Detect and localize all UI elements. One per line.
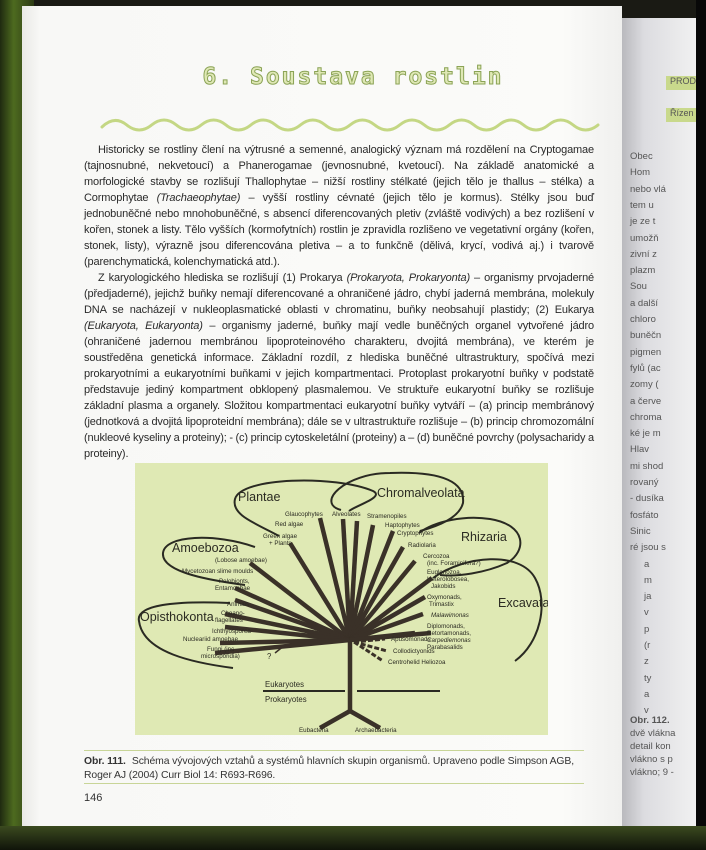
taxon-label: Heterolobosea, (427, 576, 469, 583)
right-page-text-line: fylů (ac (630, 362, 661, 374)
taxon-label: Glaucophytes (285, 511, 323, 518)
right-page-text-line: zomy ( (630, 379, 659, 391)
right-page-text-line: Hlav (630, 444, 650, 456)
taxon-label: Entamoebae (215, 585, 251, 592)
right-page-text-line: je ze t (630, 216, 656, 228)
taxon-label: + Plants (269, 540, 292, 547)
taxon-label: Oxymonads, (427, 594, 462, 601)
phylogeny-figure (135, 463, 548, 735)
taxon-label: Animals (227, 601, 250, 608)
paragraph (84, 270, 594, 462)
book-bottom-edge (0, 826, 706, 850)
right-page-text-line: chroma (630, 411, 662, 423)
background-edge (696, 0, 706, 850)
right-page-text-line: fosfáto (630, 509, 659, 521)
figure-caption (84, 755, 584, 783)
taxon-label: Haptophytes (385, 522, 420, 529)
italic-term: (Trachaeophytae) (156, 192, 241, 204)
taxon-label: Ichthyosporea (212, 628, 251, 635)
taxon-label: Parabasalids (427, 644, 463, 651)
page-number: 146 (84, 792, 103, 804)
figure-caption-text: Schéma vývojových vztahů a systémů hlavních skupin organismů. Upraveno podle Simpson AGB, Roger AJ (2004) Curr Biol 14: R693-R696. (84, 756, 575, 781)
right-page-text-line: rovaný (630, 477, 659, 488)
taxon-label: Red algae (275, 521, 304, 528)
right-page-text-line: Hom (630, 167, 651, 179)
chapter-title: 6. Soustava rostlin (202, 64, 504, 90)
right-page-text-line: - dusíka (630, 493, 664, 505)
taxon-label: Diplomonads, (427, 623, 465, 630)
taxon-label: Cercozoa (423, 553, 450, 560)
book-page-right (622, 18, 696, 834)
right-page-text-line: buněčn (630, 330, 662, 342)
right-page-text-line: v (644, 705, 649, 717)
right-page-caption-line: dvě vlákna (630, 728, 676, 739)
right-page-text-line: pigmen (630, 346, 662, 358)
taxon-label: Nucleariid amoebae (183, 636, 239, 643)
right-page-text-line: Sinic (630, 525, 651, 537)
right-page-caption-line: Obr. 112. (630, 715, 670, 726)
right-page-text-line: ty (644, 672, 652, 684)
tree-trunk (320, 711, 350, 728)
right-page-text-line: (r (644, 640, 651, 651)
eubacteria-label: Eubacteria (299, 727, 329, 734)
right-page-text-line: a červe (630, 395, 662, 407)
right-page-heading-band: PROD (666, 76, 696, 90)
right-page-text-line: umožň (630, 232, 659, 244)
right-page-text-line: Obec (630, 151, 653, 162)
right-page-caption-line: detail kon (630, 741, 671, 752)
taxon-label: Euglenozoa, (427, 569, 462, 576)
right-page-heading-band: Řízen (666, 108, 696, 122)
right-page-text-line: a (644, 688, 650, 700)
taxon-label: Malawimonas (431, 612, 469, 619)
taxon-label: Retortamonads, (427, 630, 472, 637)
right-page-text-line: a (644, 558, 650, 570)
right-page-text-line: z (644, 656, 649, 668)
right-page-text-line: p (644, 623, 650, 635)
right-page-caption-line: vlákno; 9 - (630, 767, 674, 778)
right-page-text-line: zivní z (630, 248, 657, 260)
right-page-text-line: mi shod (630, 460, 664, 472)
figure-caption-label: Obr. 111. (84, 756, 126, 767)
right-page-text-line: ré jsou s (630, 542, 666, 554)
decorative-wave-divider (100, 113, 600, 137)
right-page-text-line: nebo vlá (630, 183, 666, 195)
phylogeny-tree-diagram (135, 463, 548, 735)
group-label-rhizaria: Rhizaria (461, 530, 507, 544)
right-page-text-line: v (644, 607, 649, 619)
text-run: Z karyologického hlediska se rozlišují (1) Prokarya (98, 272, 347, 284)
right-page-text-line: a další (630, 297, 658, 309)
taxon-label: Jakobids (431, 583, 456, 590)
right-page-text-line: ja (644, 591, 652, 603)
taxon-label: Cryptophytes (397, 530, 434, 537)
taxon-label: Choano- (221, 610, 245, 617)
group-label-plantae: Plantae (238, 490, 281, 504)
caption-rule-bottom (84, 783, 584, 784)
body-text (84, 142, 594, 462)
prokaryotes-label: Prokaryotes (265, 695, 307, 704)
taxon-label: Collodictyonids (393, 648, 435, 655)
taxon-label: Mycetozoan slime moulds (182, 568, 254, 575)
tree-branch-uncertain (354, 642, 387, 651)
taxon-label: flagellates (215, 617, 243, 624)
group-label-opisthokonta: Opisthokonta (140, 610, 214, 624)
taxon-label: (Lobose amoebae) (215, 557, 267, 564)
right-page-text-line: tem u (630, 199, 654, 211)
right-page-caption-line: vlákno s p (630, 754, 673, 765)
uncertain-root-mark: ? (267, 652, 272, 661)
eukaryotes-label: Eukaryotes (265, 680, 305, 689)
taxon-label: Apusomonads (391, 636, 431, 643)
italic-term: (Prokaryota, Prokaryonta) (346, 272, 470, 284)
right-page-text-line: m (644, 574, 652, 586)
taxon-label: Fungi (inc (207, 646, 235, 653)
text-run: – organismy prvojaderné (předjaderné), jejichž buňky nemají diferencované a ohraničené jádro, chybí jaderná membrána, molekuly DNA se nacházejí v nukleoplasmatické oblasti v chromatinu, buňky neobsahují plastidy; (2) Eukarya (84, 272, 595, 316)
taxon-label: Pelobionts, (219, 578, 250, 585)
text-run: – vyšší rostliny cévnaté (jejich tělo je kormus). Stélky jsou buď jednobuněčné nebo mnohobuněčné, s absencí diferencovaných pletiv (zvláště vodivých) a bez rozlišení v kořen, stonek a listy. Tělo vyšších (kormofytních) rostlin je zpravidla rozlišeno ve vegetativní orgány (kořen, stonek, listy), výrazně jsou diferencována pletiva – a to funkčně (dělivá, krycí, vodivá aj.) i tvarově (parenchymatická, kolenchymatická atd.). (84, 192, 594, 268)
text-run: Historicky se rostliny člení na výtrusné a semenné, analogický význam má rozdělení na Cryptogamae (tajnosnubné, nekvetoucí) a Phanerogamae (jevnosnubné, kvetoucí). Na základě anatomické a morfologické stavby se rozlišují Thallophytae – nižší rostliny stélkaté (jejich tělo je thallus – stélka) a Cormophytae (84, 144, 594, 204)
archaebacteria-label: Archaebacteria (355, 727, 397, 734)
taxon-label: Stramenopiles (367, 513, 407, 520)
taxon-label: Alveolates (332, 511, 361, 518)
taxon-label: (inc. Foraminifera?) (427, 560, 481, 567)
taxon-label: Centrohelid Heliozoa (388, 659, 446, 666)
caption-rule-top (84, 750, 584, 751)
right-page-text-line: chloro (630, 314, 656, 325)
taxon-label: Radiolaria (408, 542, 436, 549)
taxon-label: Trimastix (429, 601, 454, 608)
taxon-label: Green algae (263, 533, 298, 540)
tree-trunk (350, 711, 380, 728)
taxon-label: microsporidia) (201, 653, 240, 660)
taxon-label: Carpediemonas (427, 637, 471, 644)
right-page-text-line: ké je m (630, 428, 661, 440)
right-page-text-line: plazm (630, 265, 656, 277)
group-label-amoebozoa: Amoebozoa (172, 541, 239, 555)
text-run: – organismy jaderné, buňky mají vedle buněčných organel vytvořené jádro (ohraničené jadernou membránou lipoproteinového charakteru, dvojitá membrána), ve kterém je soustředěna genetická informace. Základní rozdíl, z hlediska buněčné ultrastruktury, spočívá mezi prokaryotními a eukaryotními buňkami v jejich kompartmentaci. Protoplast prokaryotní buňky v podstatě představuje jediný kompartment obklopený plasmalemou. Ve struktuře eukaryotní buňky se rozlišuje základní plasma a organely. Složitou kompartmentaci eukaryotní buňky vytváří – (a) princip membránový (jednotková a dvojitá lipoproteidní membrána); dále se v ultrastruktuře rozlišuje – (b) princip chromozomální (nukleové kyseliny a proteiny); - (c) princip cytoskeletální (proteiny) a – (d) buněčné povrchy (polysacharidy a proteiny). (84, 320, 594, 460)
right-page-text-line: Sou (630, 281, 647, 293)
group-label-chromalveolata: Chromalveolata (377, 486, 465, 500)
italic-term: (Eukaryota, Eukaryonta) (84, 320, 203, 332)
paragraph (84, 142, 594, 270)
group-label-excavata: Excavata (498, 596, 548, 610)
